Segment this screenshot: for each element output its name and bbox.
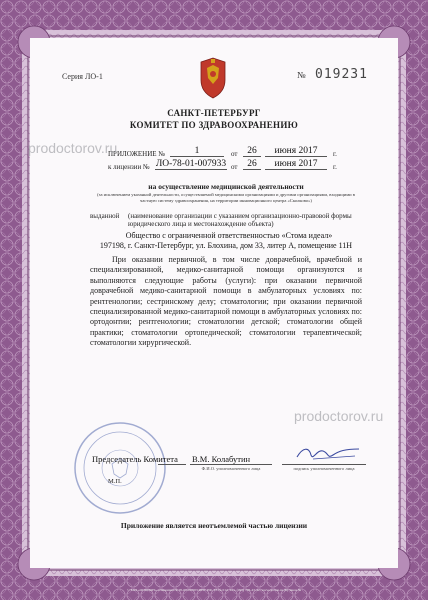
services-text: При оказании первичной, в том числе доврачебной, врачебной и специализированной, медико-санитарной помощи организуются и выполняются следующие работы (услуги): при оказании первичной доврачебной медико-санитарной помощи в амбулаторных условиях по: рентгенологии; сестринскому делу; стоматологии; при оказании первичной специализированной медико-санитарной помощи в амбулаторных условиях по: ортодонтии; рентгенологии; стоматологии детской; стоматологии общей практики; стоматологии ортопедической; стоматологии терапевтической; стоматологии хирургической. xyxy=(90,255,362,348)
signer-name: В.М. Колабутин xyxy=(192,454,251,464)
form-number: 019231 xyxy=(315,67,368,82)
stamp-place-label: М.П. xyxy=(108,478,122,485)
activity-subject: на осуществление медицинской деятельности xyxy=(148,182,304,191)
signer-role-line xyxy=(158,464,186,465)
series-label: Серия ЛО-1 xyxy=(62,72,103,81)
appendix-date-day: 26 xyxy=(243,146,261,157)
license-date-from: от xyxy=(231,163,238,171)
signature-caption: подпись уполномоченного лица xyxy=(293,466,355,471)
issued-label: выданной xyxy=(90,212,120,220)
stamp-icon xyxy=(72,420,168,516)
issued-note: (наименование организации с указанием организационно-правовой формы юридического лица и местонахождение объекта) xyxy=(128,212,352,229)
activity-note: (за исключением указанной деятельности, осуществляемой медицинскими организациями и другими организациями, входящими в частную систему здравоохранения, на территории инновационного центра «Сколково») xyxy=(97,192,355,203)
license-date-month-year: июня 2017 xyxy=(265,159,327,170)
organization-name: Общество с ограниченной ответственностью «Стома идеал» xyxy=(125,231,333,240)
issuer-city: САНКТ-ПЕТЕРБУРГ xyxy=(167,108,261,118)
appendix-date-suffix: г. xyxy=(333,150,337,158)
signature-line xyxy=(282,464,366,465)
license-label: к лицензии № xyxy=(108,163,150,171)
license-date-day: 26 xyxy=(243,159,261,170)
appendix-date-from: от xyxy=(231,150,238,158)
signer-name-caption: Ф.И.О. уполномоченного лица xyxy=(201,466,261,471)
issuer-committee: КОМИТЕТ ПО ЗДРАВООХРАНЕНИЮ xyxy=(129,120,299,130)
number-label: № xyxy=(297,70,306,80)
watermark-bottom: prodoctorov.ru xyxy=(294,408,384,424)
coat-of-arms-icon xyxy=(193,56,233,100)
signer-name-line xyxy=(190,464,272,465)
signature-icon xyxy=(293,443,365,463)
organization-address: 197198, г. Санкт-Петербург, ул. Блохина, дом 33, литер А, помещение 11Н xyxy=(99,241,353,250)
printer-imprint: © ЗАО «ОПЦИОН» «Лицензия № 05-05-09/003 ФНС РФ, ТЗ № 014. Тел. (495) 726-47-42, www.opcion.ru (Б) Заказ № xyxy=(126,588,302,592)
appendix-number: 1 xyxy=(170,146,224,157)
appendix-label: ПРИЛОЖЕНИЕ № xyxy=(108,150,165,158)
signer-role: Председатель Комитета xyxy=(92,454,178,464)
license-number: ЛО-78-01-007933 xyxy=(155,159,227,169)
watermark-top: prodoctorov.ru xyxy=(28,140,118,156)
appendix-footer-note: Приложение является неотъемлемой частью лицензии xyxy=(120,521,308,530)
appendix-date-month-year: июня 2017 xyxy=(265,146,327,157)
license-date-suffix: г. xyxy=(333,163,337,171)
